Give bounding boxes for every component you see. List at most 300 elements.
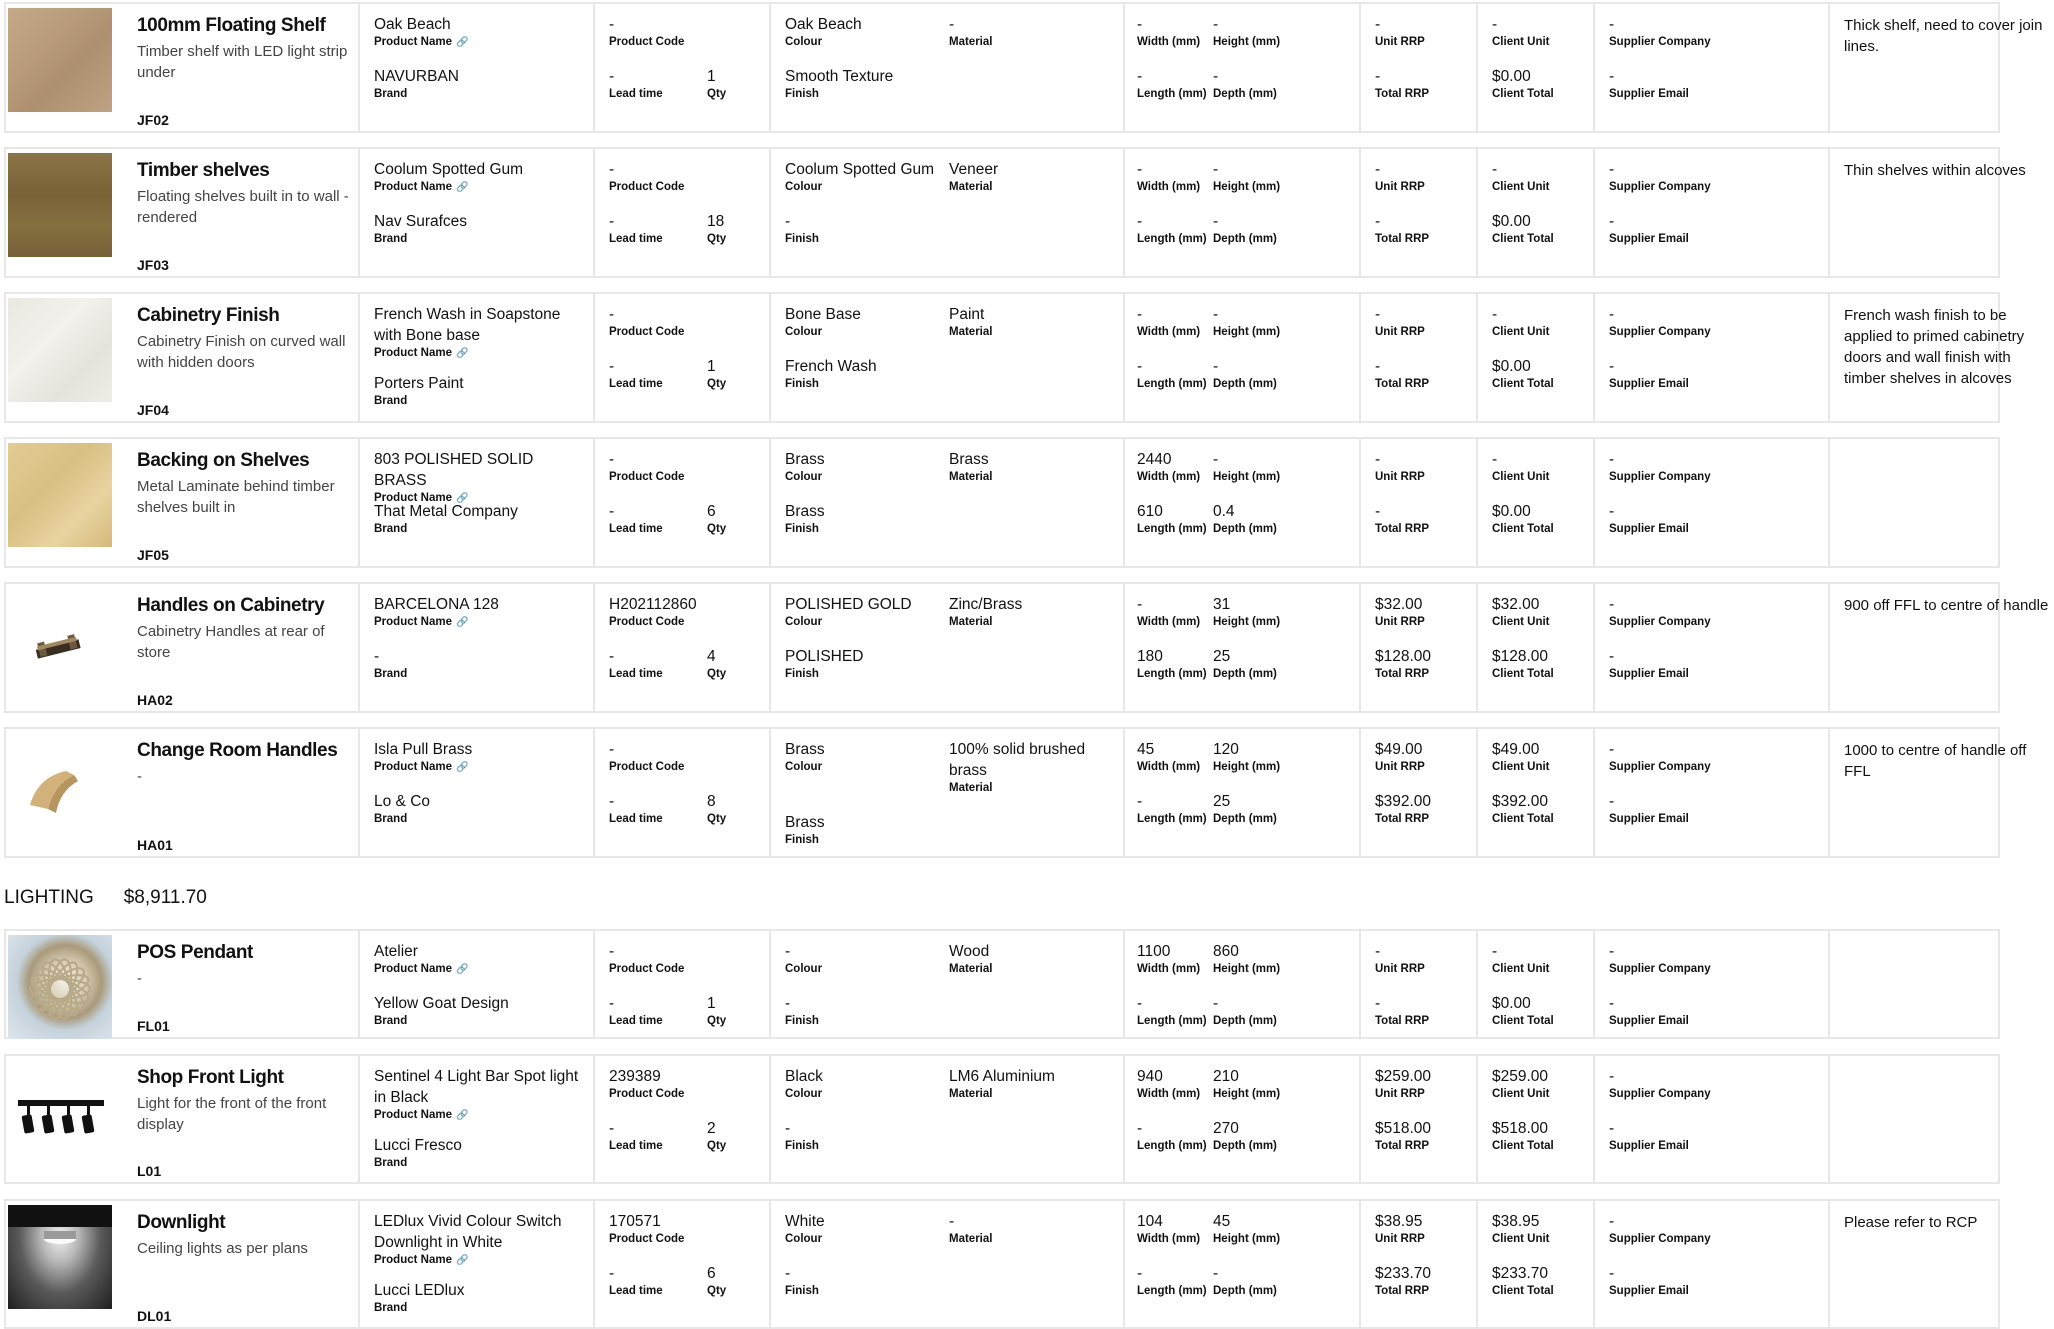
item-cell (6, 439, 360, 566)
notes-cell (1830, 4, 2043, 131)
supplier-email-value: - (1609, 213, 1615, 230)
finish-value: - (785, 213, 791, 230)
supplier-company-label (1609, 615, 1711, 630)
item-name[interactable]: Downlight (137, 1212, 226, 1233)
field-finish (785, 66, 893, 102)
schedule-row[interactable] (4, 292, 2025, 423)
brand-label-text: Brand (374, 395, 408, 407)
supplier-company-value: - (1609, 1068, 1615, 1085)
field-finish (785, 1118, 819, 1154)
lead-time-label (609, 232, 663, 247)
unit-rrp-label-text: Unit RRP (1375, 36, 1425, 48)
field-supplier-email (1609, 66, 1689, 102)
field-material (949, 739, 1099, 796)
link-icon[interactable]: 🔗 (455, 1255, 469, 1266)
item-code: HA02 (137, 692, 173, 708)
field-brand (374, 66, 459, 102)
field-width (1137, 594, 1200, 630)
field-height (1213, 304, 1280, 340)
product-code-value: - (609, 306, 615, 323)
total-rrp-label-text: Total RRP (1375, 1015, 1430, 1027)
finish-label-text: Finish (785, 1140, 819, 1152)
colour-label (785, 962, 822, 977)
link-icon[interactable]: 🔗 (455, 1110, 469, 1121)
brand-value: NAVURBAN (374, 68, 459, 85)
field-depth (1213, 211, 1277, 247)
notes-cell (1830, 149, 2026, 276)
depth-label (1213, 1139, 1277, 1154)
section-title: LIGHTING (4, 887, 94, 908)
lead-time-label-text: Lead time (609, 1015, 663, 1027)
client-unit-value: - (1492, 16, 1498, 33)
field-total-rrp (1375, 356, 1429, 392)
depth-label (1213, 87, 1277, 102)
finish-label-text: Finish (785, 1015, 819, 1027)
notes-cell (1830, 1201, 1998, 1327)
brand-label (374, 667, 407, 682)
depth-value: - (1213, 358, 1219, 375)
width-label (1137, 615, 1200, 630)
client-cell (1478, 729, 1595, 856)
brand-label (374, 812, 430, 827)
section-header-lighting (4, 887, 207, 909)
lead-time-label-text: Lead time (609, 813, 663, 825)
finish-cell (771, 149, 1125, 276)
colour-label-text: Colour (785, 761, 823, 773)
qty-label-text: Qty (707, 668, 727, 680)
total-rrp-label (1375, 667, 1431, 682)
item-cell (6, 294, 360, 421)
material-label-text: Material (949, 782, 993, 794)
colour-label-text: Colour (785, 1233, 823, 1245)
supplier-company-label (1609, 962, 1711, 977)
brand-value: Lucci Fresco (374, 1137, 462, 1154)
material-label (949, 325, 992, 340)
depth-value: 25 (1213, 648, 1231, 665)
field-colour (785, 1211, 825, 1247)
field-width (1137, 159, 1200, 195)
lead-time-label-text: Lead time (609, 523, 663, 535)
brand-label (374, 87, 459, 102)
client-total-value: $233.70 (1492, 1265, 1549, 1282)
depth-label (1213, 522, 1277, 537)
product-code-value: - (609, 451, 615, 468)
width-label-text: Width (mm) (1137, 616, 1201, 628)
qty-value: 8 (707, 793, 716, 810)
material-label (949, 781, 1099, 796)
field-qty (707, 66, 726, 102)
schedule-row[interactable] (4, 582, 2049, 713)
item-cell (6, 4, 360, 131)
item-name[interactable]: Shop Front Light (137, 1067, 284, 1088)
lead-time-label (609, 522, 663, 537)
product-code-value: - (609, 943, 615, 960)
lead-time-label-text: Lead time (609, 233, 663, 245)
item-description: - (137, 768, 142, 785)
depth-value: - (1213, 1265, 1219, 1282)
qty-label (707, 87, 726, 102)
field-client-total (1492, 646, 1554, 682)
client-total-value: $0.00 (1492, 68, 1531, 85)
item-name[interactable]: Change Room Handles (137, 740, 338, 761)
item-name[interactable]: Cabinetry Finish (137, 305, 280, 326)
supplier-cell (1595, 294, 1830, 421)
client-unit-label-text: Client Unit (1492, 36, 1550, 48)
finish-label (785, 232, 819, 247)
field-colour (785, 159, 934, 195)
material-value: - (949, 1213, 955, 1230)
field-colour (785, 304, 861, 340)
supplier-company-value: - (1609, 161, 1615, 178)
link-icon[interactable]: 🔗 (455, 348, 469, 359)
height-label (1213, 962, 1280, 977)
schedule-row[interactable] (4, 2, 2043, 133)
item-name[interactable]: POS Pendant (137, 942, 253, 963)
height-value: - (1213, 306, 1219, 323)
schedule-row[interactable] (4, 1199, 2000, 1329)
depth-label (1213, 1014, 1277, 1029)
notes-cell (1830, 584, 2049, 711)
finish-value: - (785, 995, 791, 1012)
material-value: - (949, 16, 955, 33)
colour-label (785, 470, 825, 485)
rrp-cell (1361, 439, 1478, 566)
field-client-total (1492, 501, 1554, 537)
field-colour (785, 594, 912, 630)
colour-label (785, 615, 912, 630)
dimensions-cell (1125, 931, 1361, 1037)
width-label (1137, 962, 1200, 977)
length-value: - (1137, 995, 1143, 1012)
product-cell (360, 729, 595, 856)
field-finish (785, 812, 825, 848)
field-brand (374, 373, 464, 409)
field-unit-rrp (1375, 594, 1425, 630)
field-supplier-email (1609, 211, 1689, 247)
field-colour (785, 739, 825, 775)
material-value: Veneer (949, 161, 999, 178)
field-length (1137, 356, 1207, 392)
field-qty (707, 993, 726, 1029)
product-code-label (609, 470, 684, 485)
client-total-value: $0.00 (1492, 995, 1531, 1012)
field-material (949, 304, 992, 340)
colour-value: Brass (785, 451, 825, 468)
client-total-label-text: Client Total (1492, 1015, 1554, 1027)
length-label (1137, 87, 1207, 102)
client-unit-label (1492, 1232, 1550, 1247)
french-wash-swatch-image (8, 298, 112, 402)
depth-label-text: Depth (mm) (1213, 233, 1277, 245)
schedule-row[interactable] (4, 147, 2026, 278)
finish-label (785, 1139, 819, 1154)
material-label-text: Material (949, 616, 993, 628)
field-height (1213, 159, 1280, 195)
code-cell (595, 729, 771, 856)
material-label (949, 1232, 992, 1247)
total-rrp-label (1375, 1139, 1431, 1154)
finish-value: Smooth Texture (785, 68, 894, 85)
total-rrp-label (1375, 87, 1429, 102)
item-cell (6, 931, 360, 1037)
height-label-text: Height (mm) (1213, 36, 1281, 48)
link-icon[interactable]: 🔗 (455, 617, 469, 628)
product-code-label-text: Product Code (609, 761, 685, 773)
width-label-text: Width (mm) (1137, 1088, 1201, 1100)
product-code-value: - (609, 161, 615, 178)
supplier-cell (1595, 439, 1830, 566)
colour-label (785, 325, 861, 340)
lead-time-value: - (609, 503, 615, 520)
field-brand (374, 1280, 464, 1316)
product-name-value: BARCELONA 128 (374, 596, 499, 613)
qty-label (707, 812, 726, 827)
client-unit-label-text: Client Unit (1492, 471, 1550, 483)
link-icon[interactable]: 🔗 (455, 762, 469, 773)
supplier-email-value: - (1609, 68, 1615, 85)
product-cell (360, 439, 595, 566)
product-cell (360, 294, 595, 421)
total-rrp-label-text: Total RRP (1375, 1140, 1430, 1152)
brand-label-text: Brand (374, 1015, 408, 1027)
depth-label (1213, 232, 1277, 247)
client-total-label (1492, 1014, 1554, 1029)
total-rrp-value: $518.00 (1375, 1120, 1432, 1137)
field-client-total (1492, 1118, 1554, 1154)
width-value: 104 (1137, 1213, 1163, 1230)
notes-cell (1830, 439, 1998, 566)
item-cell (6, 1056, 360, 1182)
code-cell (595, 1201, 771, 1327)
client-cell (1478, 294, 1595, 421)
supplier-company-label-text: Supplier Company (1609, 963, 1711, 975)
material-label (949, 180, 998, 195)
item-description: Floating shelves built in to wall - rendered (137, 188, 349, 226)
notes-cell (1830, 294, 2025, 421)
product-name-label (374, 962, 589, 977)
product-code-label (609, 180, 684, 195)
field-lead-time (609, 356, 663, 392)
finish-label-text: Finish (785, 88, 819, 100)
width-value: 45 (1137, 741, 1155, 758)
qty-label (707, 1284, 726, 1299)
field-product-code (609, 941, 684, 977)
item-name[interactable]: Handles on Cabinetry (137, 595, 325, 616)
material-label-text: Material (949, 36, 993, 48)
client-unit-label (1492, 180, 1550, 195)
client-unit-value: $32.00 (1492, 596, 1540, 613)
product-code-label-text: Product Code (609, 326, 685, 338)
unit-rrp-label (1375, 760, 1425, 775)
height-label (1213, 470, 1280, 485)
height-label-text: Height (mm) (1213, 1088, 1281, 1100)
field-supplier-company (1609, 594, 1711, 630)
colour-label (785, 760, 825, 775)
product-code-value: 170571 (609, 1213, 661, 1230)
field-width (1137, 304, 1200, 340)
supplier-company-value: - (1609, 943, 1615, 960)
length-label-text: Length (mm) (1137, 1015, 1207, 1027)
material-value: 100% solid brushed brass (949, 741, 1086, 779)
field-client-total (1492, 66, 1554, 102)
colour-value: - (785, 943, 791, 960)
depth-label (1213, 812, 1277, 827)
total-rrp-label-text: Total RRP (1375, 378, 1430, 390)
product-name-label (374, 346, 589, 361)
client-unit-value: - (1492, 306, 1498, 323)
field-depth (1213, 791, 1277, 827)
field-client-total (1492, 356, 1554, 392)
supplier-email-value: - (1609, 1120, 1615, 1137)
product-cell (360, 931, 595, 1037)
height-value: - (1213, 161, 1219, 178)
item-code: L01 (137, 1163, 162, 1179)
field-product-code (609, 1211, 684, 1247)
supplier-email-label-text: Supplier Email (1609, 523, 1689, 535)
supplier-email-label-text: Supplier Email (1609, 813, 1689, 825)
product-code-value: - (609, 741, 615, 758)
field-unit-rrp (1375, 1066, 1431, 1102)
total-rrp-label (1375, 812, 1431, 827)
brand-label (374, 394, 464, 409)
client-total-label (1492, 667, 1554, 682)
width-label-text: Width (mm) (1137, 761, 1201, 773)
link-icon[interactable]: 🔗 (455, 964, 469, 975)
brand-label-text: Brand (374, 1157, 408, 1169)
field-brand (374, 791, 430, 827)
field-supplier-email (1609, 791, 1689, 827)
total-rrp-value: - (1375, 213, 1381, 230)
code-cell (595, 149, 771, 276)
length-label-text: Length (mm) (1137, 1140, 1207, 1152)
lead-time-value: - (609, 793, 615, 810)
brand-label (374, 1301, 464, 1316)
product-cell (360, 149, 595, 276)
unit-rrp-value: - (1375, 16, 1381, 33)
supplier-company-label-text: Supplier Company (1609, 761, 1711, 773)
field-material (949, 1211, 992, 1247)
client-total-label-text: Client Total (1492, 1140, 1554, 1152)
item-name[interactable]: Backing on Shelves (137, 450, 310, 471)
field-product-code (609, 304, 684, 340)
width-label (1137, 760, 1200, 775)
width-label-text: Width (mm) (1137, 471, 1201, 483)
item-code: JF03 (137, 257, 169, 273)
client-unit-value: - (1492, 451, 1498, 468)
material-label-text: Material (949, 326, 993, 338)
product-name-label-text: Product Name (374, 616, 452, 628)
item-notes: Thin shelves within alcoves (1844, 162, 2026, 179)
item-name[interactable]: 100mm Floating Shelf (137, 15, 326, 36)
qty-value: 6 (707, 503, 716, 520)
material-label (949, 35, 992, 50)
unit-rrp-label-text: Unit RRP (1375, 761, 1425, 773)
width-value: 940 (1137, 1068, 1163, 1085)
unit-rrp-value: - (1375, 943, 1381, 960)
finish-label (785, 87, 893, 102)
field-height (1213, 14, 1280, 50)
finish-label-text: Finish (785, 378, 819, 390)
supplier-email-label-text: Supplier Email (1609, 668, 1689, 680)
item-description: - (137, 970, 142, 987)
link-icon[interactable]: 🔗 (455, 182, 469, 193)
client-cell (1478, 4, 1595, 131)
field-product-name (374, 1211, 589, 1268)
item-code: FL01 (137, 1018, 170, 1034)
schedule-row[interactable] (4, 1054, 2000, 1184)
field-client-unit (1492, 449, 1550, 485)
qty-value: 1 (707, 68, 716, 85)
length-value: - (1137, 68, 1143, 85)
width-value: 2440 (1137, 451, 1172, 468)
item-description: Ceiling lights as per plans (137, 1240, 308, 1257)
dimensions-cell (1125, 729, 1361, 856)
height-value: 31 (1213, 596, 1231, 613)
field-lead-time (609, 66, 663, 102)
field-product-name (374, 159, 589, 195)
depth-value: 0.4 (1213, 503, 1235, 520)
product-cell (360, 1201, 595, 1327)
material-label (949, 962, 992, 977)
field-depth (1213, 1118, 1277, 1154)
length-label-text: Length (mm) (1137, 88, 1207, 100)
product-code-label-text: Product Code (609, 1233, 685, 1245)
schedule-row[interactable] (4, 929, 2000, 1039)
qty-label-text: Qty (707, 1015, 727, 1027)
field-client-total (1492, 211, 1554, 247)
link-icon[interactable]: 🔗 (455, 493, 469, 504)
dimensions-cell (1125, 1056, 1361, 1182)
client-unit-value: $38.95 (1492, 1213, 1540, 1230)
client-unit-label (1492, 325, 1550, 340)
supplier-email-label-text: Supplier Email (1609, 1285, 1689, 1297)
item-name[interactable]: Timber shelves (137, 160, 270, 181)
length-label-text: Length (mm) (1137, 1285, 1207, 1297)
field-qty (707, 646, 726, 682)
product-cell (360, 584, 595, 711)
code-cell (595, 439, 771, 566)
link-icon[interactable]: 🔗 (455, 37, 469, 48)
schedule-row[interactable] (4, 437, 2000, 568)
qty-label (707, 377, 726, 392)
field-finish (785, 993, 819, 1029)
field-material (949, 449, 992, 485)
supplier-email-label (1609, 1014, 1689, 1029)
field-lead-time (609, 993, 663, 1029)
height-label (1213, 615, 1280, 630)
unit-rrp-label-text: Unit RRP (1375, 616, 1425, 628)
rrp-cell (1361, 931, 1478, 1037)
handle-product-image (8, 588, 112, 692)
field-client-unit (1492, 739, 1550, 775)
supplier-company-label (1609, 35, 1711, 50)
client-total-value: $0.00 (1492, 358, 1531, 375)
supplier-email-label-text: Supplier Email (1609, 1140, 1689, 1152)
colour-value: Coolum Spotted Gum (785, 161, 935, 178)
colour-value: Brass (785, 741, 825, 758)
lead-time-value: - (609, 1265, 615, 1282)
client-unit-label (1492, 760, 1550, 775)
material-label (949, 1087, 1055, 1102)
depth-value: - (1213, 213, 1219, 230)
field-supplier-company (1609, 449, 1711, 485)
material-label-text: Material (949, 181, 993, 193)
client-unit-label-text: Client Unit (1492, 1233, 1550, 1245)
finish-value: - (785, 1120, 791, 1137)
field-brand (374, 993, 509, 1029)
schedule-row[interactable] (4, 727, 2027, 858)
material-value: Zinc/Brass (949, 596, 1023, 613)
